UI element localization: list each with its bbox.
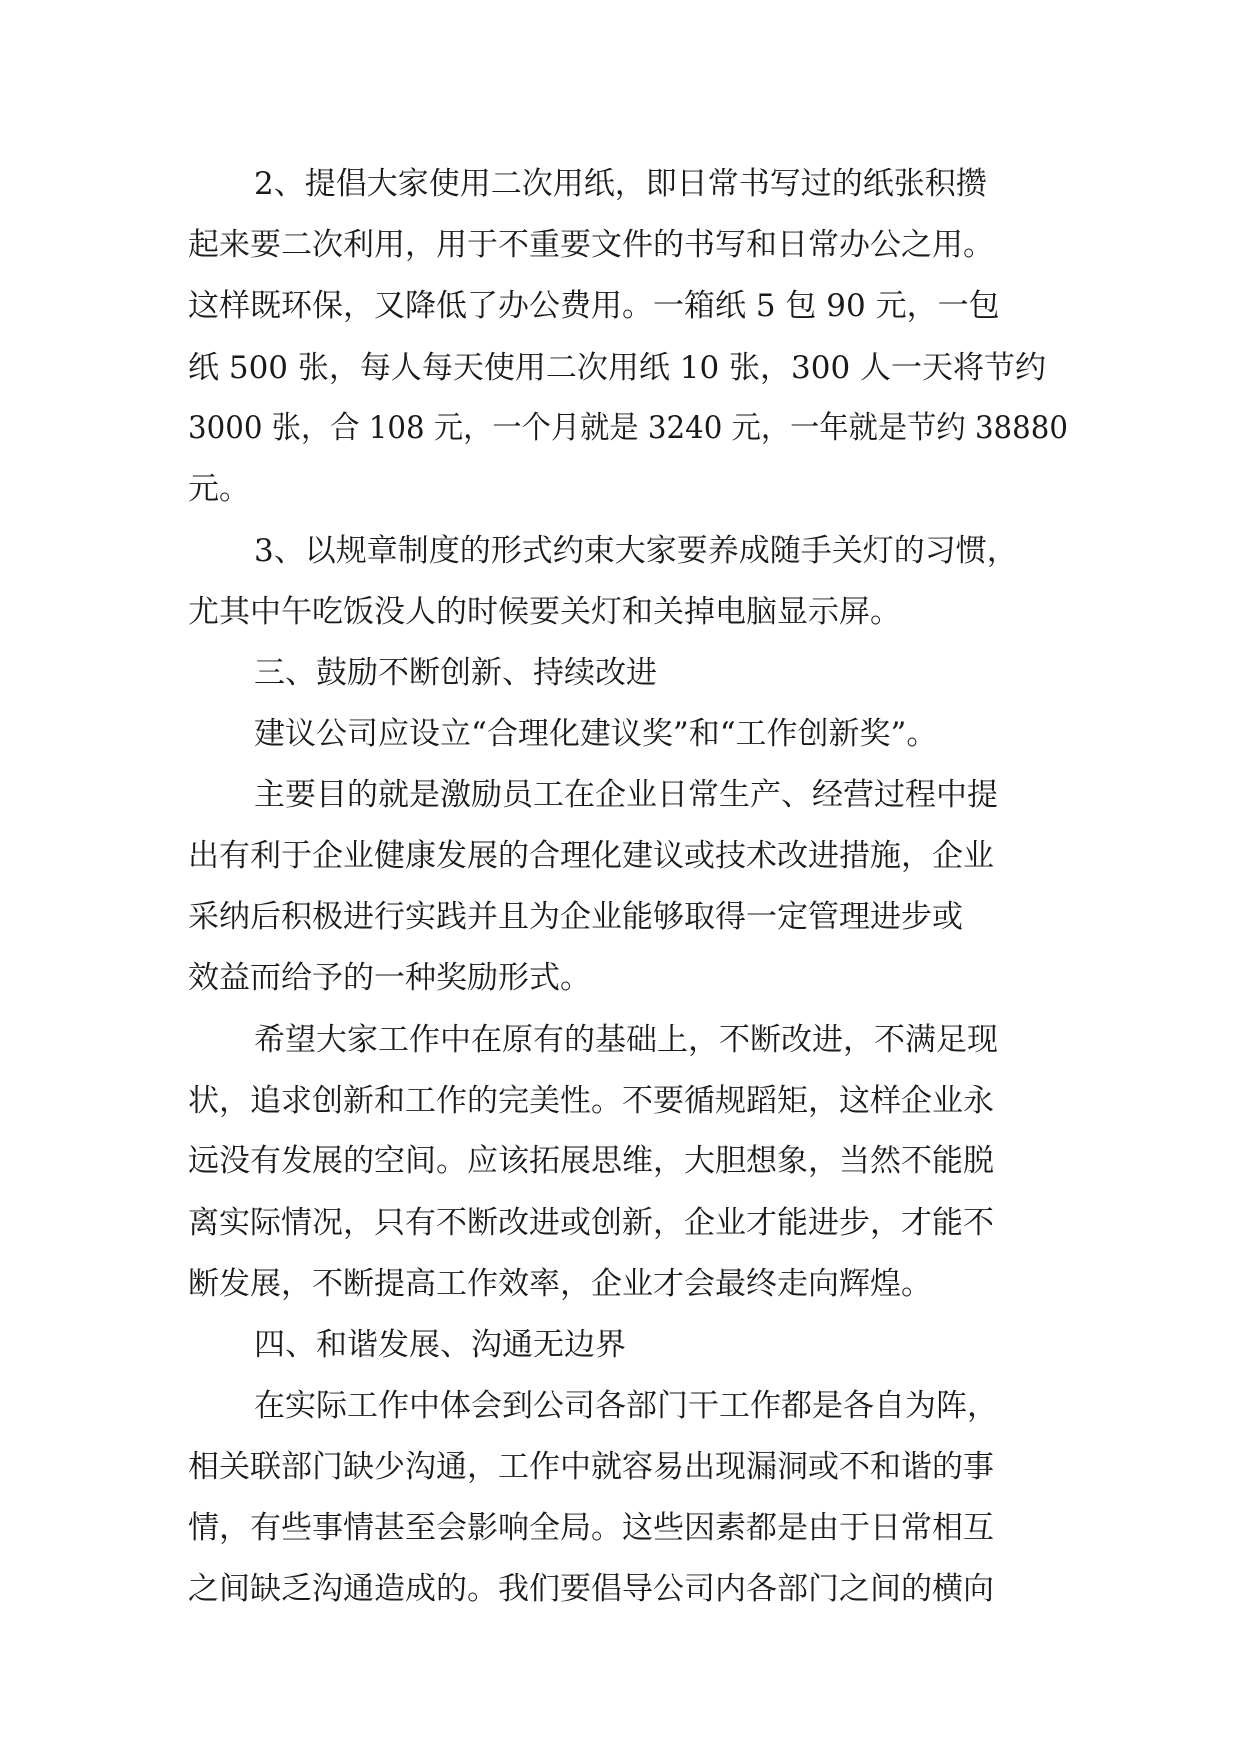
text-line <box>0 215 1241 275</box>
text-line-content: 这样既环保，又降低了办公费用。一箱纸 5 包 90 元，一包 <box>188 288 1000 324</box>
text-line-content: 元。 <box>188 471 250 507</box>
text-line <box>0 276 1241 336</box>
text-line <box>0 1498 1241 1558</box>
text-line-content: 远没有发展的空间。应该拓展思维，大胆想象，当然不能脱 <box>188 1143 994 1179</box>
text-line-content: 状，追求创新和工作的完美性。不要循规蹈矩，这样企业永 <box>188 1083 994 1119</box>
text-line-content: 起来要二次利用，用于不重要文件的书写和日常办公之用。 <box>188 227 994 263</box>
text-line <box>0 154 1241 214</box>
section-heading <box>0 643 1241 703</box>
section-heading-text: 三、鼓励不断创新、持续改进 <box>254 655 657 691</box>
text-line <box>0 826 1241 886</box>
text-line-content: 3、以规章制度的形式约束大家要养成随手关灯的习惯， <box>254 533 1018 569</box>
text-line <box>0 582 1241 642</box>
text-line <box>0 704 1241 764</box>
text-line <box>0 1131 1241 1191</box>
text-line-content: 希望大家工作中在原有的基础上，不断改进，不满足现 <box>254 1022 998 1058</box>
text-line-content: 2、提倡大家使用二次用纸，即日常书写过的纸张积攒 <box>254 166 987 202</box>
text-line-content: 出有利于企业健康发展的合理化建议或技术改进措施，企业 <box>188 838 994 874</box>
text-line-content: 相关联部门缺少沟通，工作中就容易出现漏洞或不和谐的事 <box>188 1449 994 1485</box>
text-line <box>0 1193 1241 1253</box>
text-line-content: 在实际工作中体会到公司各部门干工作都是各自为阵， <box>254 1388 998 1424</box>
text-line <box>0 521 1241 581</box>
text-line <box>0 338 1241 398</box>
text-line <box>0 459 1241 519</box>
text-line <box>0 1376 1241 1436</box>
text-line <box>0 887 1241 947</box>
text-line-content: 情，有些事情甚至会影响全局。这些因素都是由于日常相互 <box>188 1510 994 1546</box>
text-line <box>0 1071 1241 1131</box>
section-heading <box>0 1315 1241 1375</box>
text-line-content: 主要目的就是激励员工在企业日常生产、经营过程中提 <box>254 777 998 813</box>
text-line <box>0 948 1241 1008</box>
text-line <box>0 1010 1241 1070</box>
text-line-content: 尤其中午吃饭没人的时候要关灯和关掉电脑显示屏。 <box>188 594 901 630</box>
text-line <box>0 1254 1241 1314</box>
text-line-content: 效益而给予的一种奖励形式。 <box>188 960 591 996</box>
text-line-content: 之间缺乏沟通造成的。我们要倡导公司内各部门之间的横向 <box>188 1571 994 1607</box>
text-line-content: 纸 500 张，每人每天使用二次用纸 10 张，300 人一天将节约 <box>188 350 1047 386</box>
text-line-content: 离实际情况，只有不断改进或创新，企业才能进步，才能不 <box>188 1205 994 1241</box>
text-line-content: 断发展，不断提高工作效率，企业才会最终走向辉煌。 <box>188 1266 932 1302</box>
text-line <box>0 1559 1241 1619</box>
text-line <box>0 765 1241 825</box>
text-line <box>0 398 1241 458</box>
text-line <box>0 1437 1241 1497</box>
text-line-content: 采纳后积极进行实践并且为企业能够取得一定管理进步或 <box>188 899 963 935</box>
text-line-content: 3000 张，合 108 元，一个月就是 3240 元，一年就是节约 38880 <box>188 410 1068 446</box>
section-heading-text: 四、和谐发展、沟通无边界 <box>254 1327 626 1363</box>
text-line-content: 建议公司应设立“合理化建议奖”和“工作创新奖”。 <box>254 716 938 752</box>
